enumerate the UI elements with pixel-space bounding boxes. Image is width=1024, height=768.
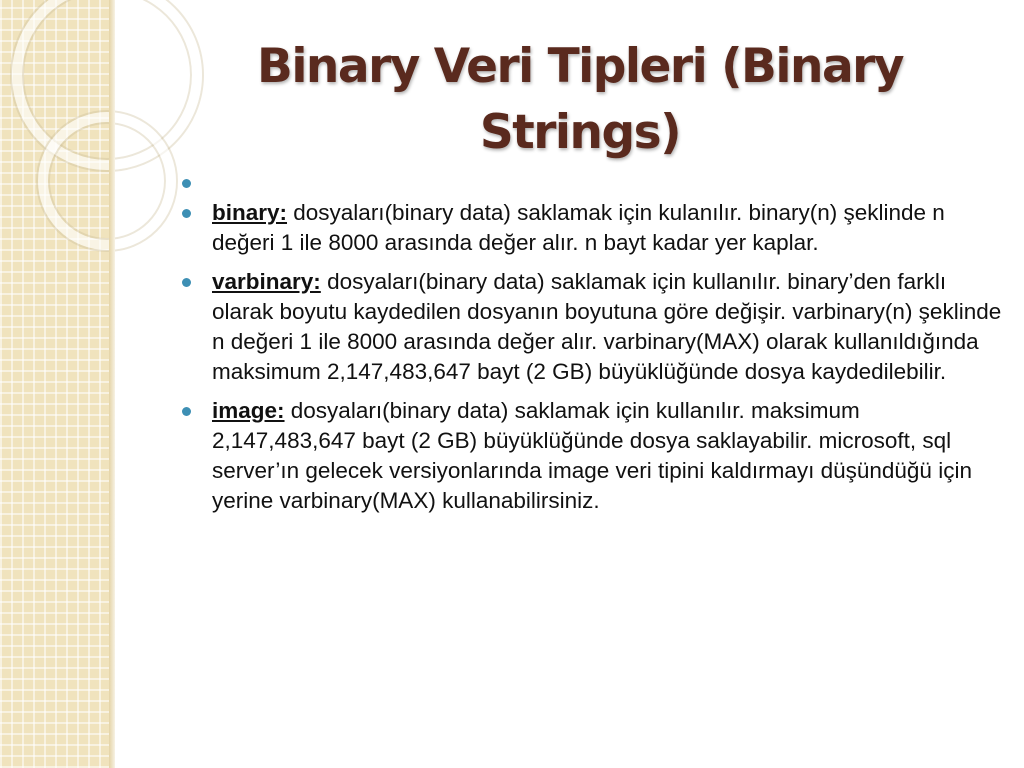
bullet-item-varbinary <box>176 267 1006 387</box>
term-description: dosyaları(binary data) saklamak için kullanılır. maksimum 2,147,483,647 bayt (2 GB) büyüklüğünde dosya saklayabilir. microsoft, sql server’ın gelecek versiyonlarında image veri tipini kaldırmayı düşündüğü için yerine varbinary(MAX) kullanabilirsiniz. <box>212 398 972 513</box>
bullet-list <box>176 168 1006 525</box>
decorative-side-panel <box>0 0 112 768</box>
term-description: dosyaları(binary data) saklamak için kulanılır. binary(n) şeklinde n değeri 1 ile 8000 arasında değer alır. n bayt kadar yer kaplar. <box>212 200 945 255</box>
term-label: image: <box>212 398 285 423</box>
term-label: varbinary: <box>212 269 321 294</box>
term-label: binary: <box>212 200 288 225</box>
side-panel-edge <box>109 0 115 768</box>
decorative-ring <box>38 112 176 250</box>
bullet-item-empty <box>176 168 1006 194</box>
bullet-item-binary <box>176 198 1006 258</box>
term-description: dosyaları(binary data) saklamak için kullanılır. binary’den farklı olarak boyutu kaydedilen dosyanın boyutuna göre değişir. varbinary(n) şeklinde n değeri 1 ile 8000 arasında değer alır. varbinary(MAX) olarak kullanıldığında maksimum 2,147,483,647 bayt (2 GB) büyüklüğünde dosya kaydedilebilir. <box>212 269 1002 384</box>
bullet-icon <box>182 407 191 416</box>
bullet-item-image <box>176 396 1006 516</box>
slide-title: Binary Veri Tipleri (Binary Strings) <box>257 39 903 160</box>
bullet-icon <box>182 179 191 188</box>
bullet-icon <box>182 278 191 287</box>
bullet-icon <box>182 209 191 218</box>
